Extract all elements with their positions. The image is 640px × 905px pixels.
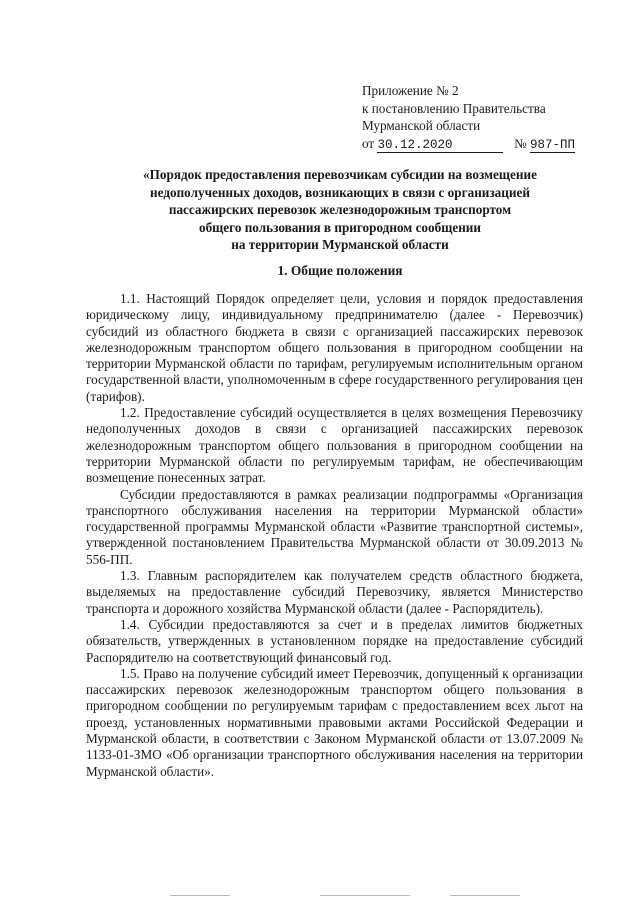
appendix-block (362, 82, 575, 153)
title-line-3: пассажирских перевозок железнодорожным транспортом (168, 202, 512, 218)
paragraph-1-3: 1.3. Главным распорядителем как получателем средств областного бюджета, выделяемых на предоставление субсидий Перевозчику, является Министерство транспорта и дорожного хозяйства Мурманской области (далее - Распорядитель). (86, 568, 583, 616)
paragraph-1-4: 1.4. Субсидии предоставляются за счет и в пределах лимитов бюджетных обязательств, утвержденных в установленном порядке на предоставление субсидий Распорядителю на соответствующий финансовый год. (86, 616, 583, 665)
appendix-date: 30.12.2020 (377, 138, 503, 153)
appendix-number: Приложение № 2 (362, 83, 459, 98)
appendix-date-line (362, 135, 575, 153)
appendix-region: Мурманской области (362, 118, 481, 133)
appendix-doc-number: 987-ПП (529, 137, 575, 152)
paragraph-1-2: 1.2. Предоставление субсидий осуществляется в целях возмещения Перевозчику недополученных доходов в связи с организацией пассажирских перевозок железнодорожным транспортом общего пользования в пригородном сообщении на территории Мурманской области по регулируемым тарифам, не обеспечивающим возмещение понесенных затрат. (86, 405, 583, 486)
title-line-1: «Порядок предоставления перевозчикам субсидии на возмещение (143, 167, 537, 182)
paragraph-subsidies-program: Субсидии предоставляются в рамках реализации подпрограммы «Организация транспортного обслуживания населения на территории Мурманской области» государственной программы Мурманской области «Развитие транспортной системы», утвержденной постановлением Правительства Мурманской области от 30.09.2013 № 556-ПП. (86, 486, 583, 567)
document-body (86, 291, 583, 780)
section-heading: 1. Общие положения (277, 263, 403, 278)
scan-artifact-line (450, 895, 520, 896)
appendix-resolution-ref: к постановлению Правительства (362, 100, 546, 116)
scan-artifact-line (320, 895, 410, 896)
title-line-2: недополученных доходов, возникающих в связи с организацией (150, 184, 530, 200)
paragraph-1-5: 1.5. Право на получение субсидий имеет Перевозчик, допущенный к организации пассажирских перевозок железнодорожным транспортом общего пользования в пригородном сообщении по регулируемым тарифам с предоставлением всех льгот на проезд, установленных нормативными правовыми актами Российской Федерации и Мурманской области, в соответствии с Законом Мурманской области от 13.07.2009 № 1133-01-ЗМО «Об организации транспортного обслуживания населения на территории Мурманской области». (86, 665, 583, 779)
document-title (60, 166, 620, 254)
scan-artifact-line (170, 895, 230, 896)
paragraph-1-1: 1.1. Настоящий Порядок определяет цели, условия и порядок предоставления юридическому лицу, индивидуальному предпринимателю (далее - Перевозчик) субсидий из областного бюджета в связи с организацией пассажирских перевозок железнодорожным транспортом общего пользования в пригородном сообщении на территории Мурманской области по тарифам, регулируемым исполнительным органом государственной власти, уполномоченным в сфере государственного регулирования цен (тарифов). (86, 291, 583, 404)
title-line-4: общего пользования в пригородном сообщении (198, 219, 481, 235)
title-line-5: на территории Мурманской области (231, 237, 449, 253)
appendix-date-prefix: от (362, 135, 375, 151)
appendix-number-prefix: № (514, 135, 527, 151)
